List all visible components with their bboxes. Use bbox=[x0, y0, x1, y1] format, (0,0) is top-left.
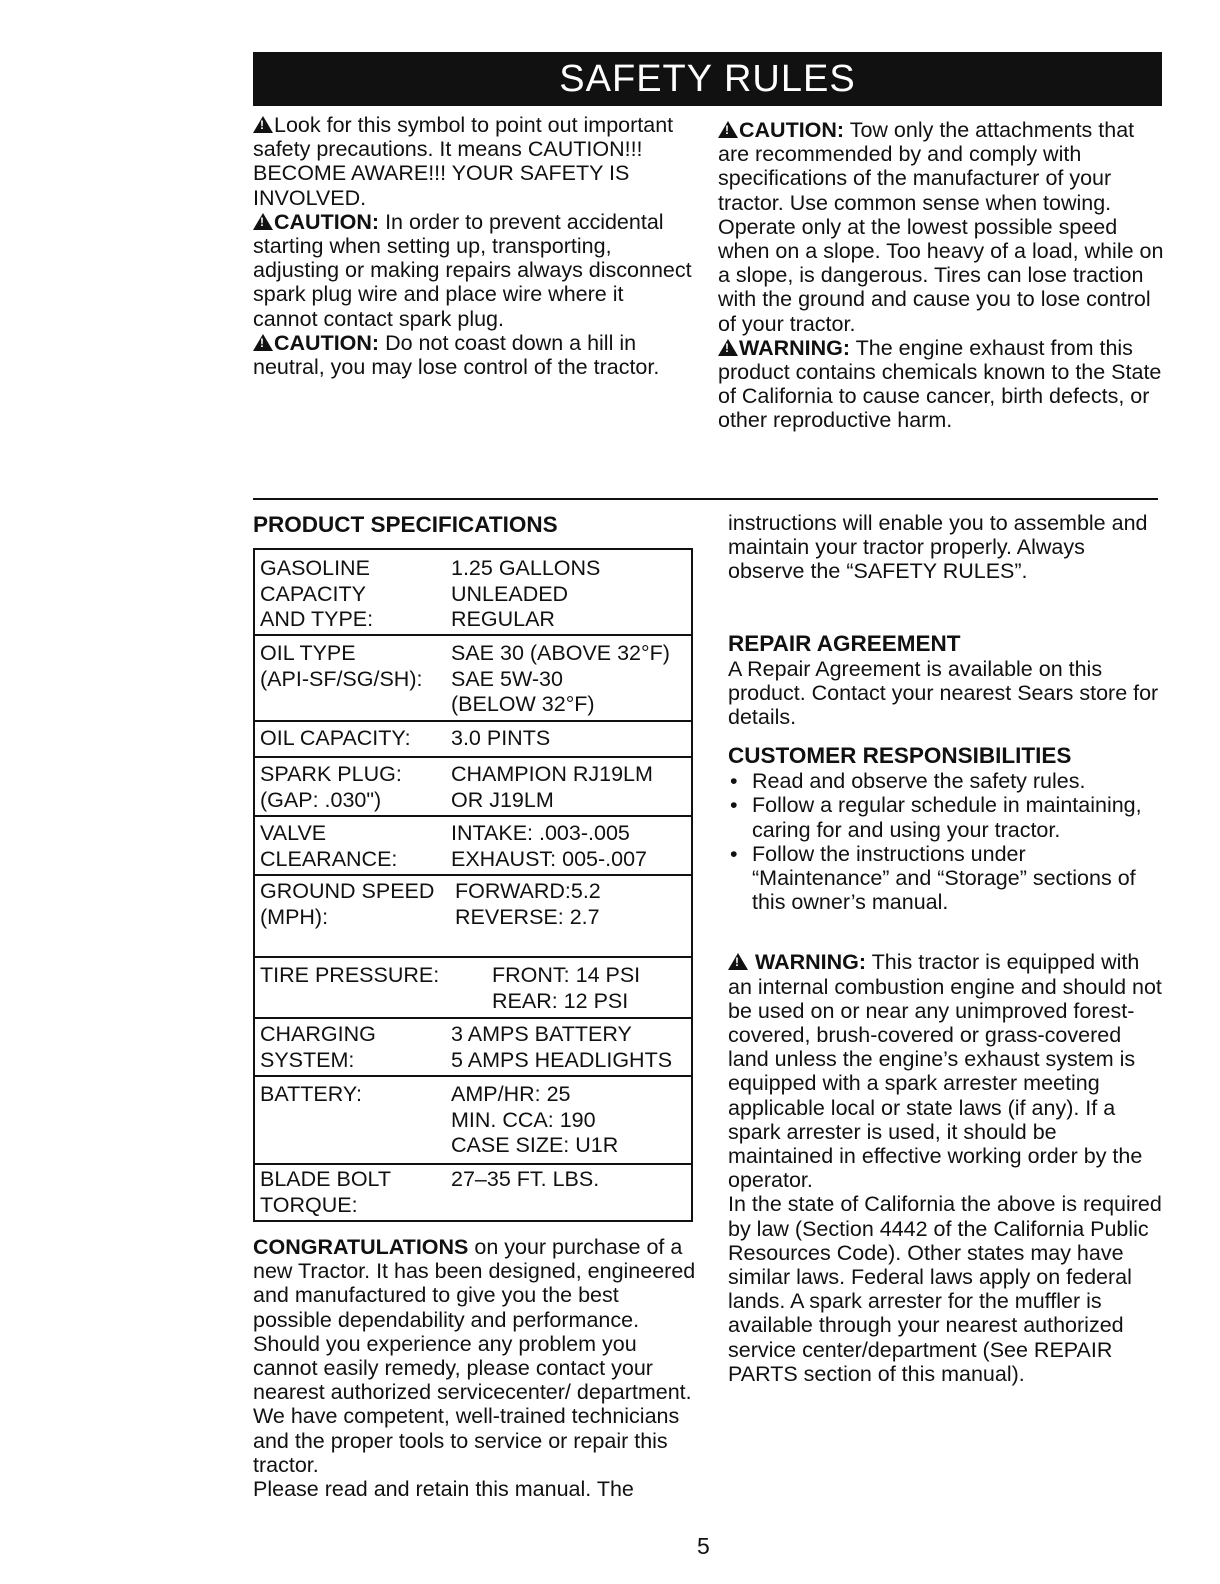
spec-row-oil-capacity: OIL CAPACITY: 3.0 PINTS bbox=[255, 722, 691, 758]
spec-row-charging-system: CHARGING SYSTEM: 3 AMPS BATTERY 5 AMPS HEADLIGHTS bbox=[255, 1019, 691, 1077]
caution-tow: !CAUTION: Tow only the attachments that are recommended by and comply with specifications of the manufacturer of your tractor. Use common sense when towing. Operate only at the lowest possible speed when on a slope. Too heavy of a load, while on a slope, is dangerous. Tires can lose traction with the ground and cause you to lose control of your tractor. bbox=[718, 118, 1166, 336]
safety-rules-banner bbox=[253, 52, 1162, 106]
instructions-paragraph: instructions will enable you to assemble and maintain your tractor properly. Always observe the “SAFETY RULES”. bbox=[728, 511, 1148, 584]
california-law-paragraph: In the state of California the above is required by law (Section 4442 of the California Public Resources Code). Other states may have similar laws. Federal laws apply on federal lands. A spark arrester for the muffler is available through your nearest authorized service center/department (See REPAIR PARTS section of this manual). bbox=[728, 1192, 1162, 1386]
warning-exhaust: !WARNING: The engine exhaust from this product contains chemicals known to the State of California to cause cancer, birth defects, or other reproductive harm. bbox=[718, 336, 1166, 433]
product-specifications-heading: PRODUCT SPECIFICATIONS bbox=[253, 512, 558, 537]
right-column bbox=[728, 511, 1166, 1386]
spec-row-oil-type: OIL TYPE (API-SF/SG/SH): SAE 30 (ABOVE 32°F) SAE 5W-30 (BELOW 32°F) bbox=[255, 636, 691, 722]
warning-triangle-icon bbox=[718, 339, 738, 356]
section-divider bbox=[253, 498, 1158, 500]
problem-paragraph: Should you experience any problem you cannot easily remedy, please contact your nearest authorized servicecenter/ department. We have competent, well-trained technicians and the proper tools to service or repair this tractor. bbox=[253, 1331, 692, 1477]
congratulations-section bbox=[253, 1235, 698, 1501]
customer-responsibilities-heading: CUSTOMER RESPONSIBILITIES bbox=[728, 743, 1072, 769]
banner-title: SAFETY RULES bbox=[559, 58, 856, 100]
responsibilities-list bbox=[728, 769, 1166, 914]
spec-row-gasoline: GASOLINE CAPACITY AND TYPE: 1.25 GALLONS UNLEADED REGULAR bbox=[255, 550, 691, 636]
caution-spark-plug: !CAUTION: In order to prevent accidental starting when setting up, transporting, adjusting or making repairs always disconnect spark plug wire and place wire where it cannot contact spark plug. bbox=[253, 210, 693, 331]
spec-row-battery: BATTERY: AMP/HR: 25 MIN. CCA: 190 CASE SIZE: U1R bbox=[255, 1077, 691, 1165]
spec-row-ground-speed: GROUND SPEED (MPH): FORWARD:5.2 REVERSE: 2.7 bbox=[255, 876, 691, 958]
warning-triangle-icon bbox=[728, 953, 748, 970]
repair-agreement-text: A Repair Agreement is available on this product. Contact your nearest Sears store for details. bbox=[728, 656, 1159, 730]
specifications-table bbox=[253, 548, 693, 1222]
page-number: 5 bbox=[697, 1533, 710, 1559]
spec-row-tire-pressure: TIRE PRESSURE: FRONT: 14 PSI REAR: 12 PSI bbox=[255, 958, 691, 1019]
list-item: • Follow a regular schedule in maintaining, caring for and using your tractor. bbox=[728, 793, 1166, 841]
caution-coast: !CAUTION: Do not coast down a hill in neutral, you may lose control of the tractor. bbox=[253, 331, 693, 379]
spec-row-spark-plug: SPARK PLUG: (GAP: .030") CHAMPION RJ19LM OR J19LM bbox=[255, 758, 691, 817]
list-item: • Follow the instructions under “Maintenance” and “Storage” sections of this owner’s manual. bbox=[728, 842, 1166, 915]
safety-right-column bbox=[718, 118, 1166, 433]
warning-spark-arrester: ! WARNING: This tractor is equipped with an internal combustion engine and should not be used on or near any unimproved forest-covered, brush-covered or grass-covered land unless the engine’s exhaust system is equipped with a spark arrester meeting applicable local or state laws (if any). If a spark arrester is used, it should be maintained in effective working order by the operator. bbox=[728, 950, 1166, 1192]
safety-left-column bbox=[253, 113, 693, 379]
warning-triangle-icon bbox=[718, 121, 738, 138]
retain-manual-paragraph: Please read and retain this manual. The bbox=[253, 1477, 634, 1502]
spec-row-blade-bolt: BLADE BOLT TORQUE: 27–35 FT. LBS. bbox=[260, 1167, 600, 1217]
list-item: • Read and observe the safety rules. bbox=[728, 769, 1166, 793]
repair-agreement-heading: REPAIR AGREEMENT bbox=[728, 630, 961, 656]
warning-triangle-icon bbox=[253, 334, 273, 351]
warning-triangle-icon bbox=[253, 116, 273, 133]
congrats-paragraph: CONGRATULATIONS on your purchase of a new Tractor. It has been designed, engineered and manufactured to give you the best possible dependability and performance. bbox=[253, 1235, 696, 1332]
safety-intro: !Look for this symbol to point out important safety precautions. It means CAUTION!!! BECOME AWARE!!! YOUR SAFETY IS INVOLVED. bbox=[253, 113, 693, 210]
spec-row-valve-clearance: VALVE CLEARANCE: INTAKE: .003-.005 EXHAUST: 005-.007 bbox=[255, 817, 691, 876]
warning-triangle-icon bbox=[253, 213, 273, 230]
